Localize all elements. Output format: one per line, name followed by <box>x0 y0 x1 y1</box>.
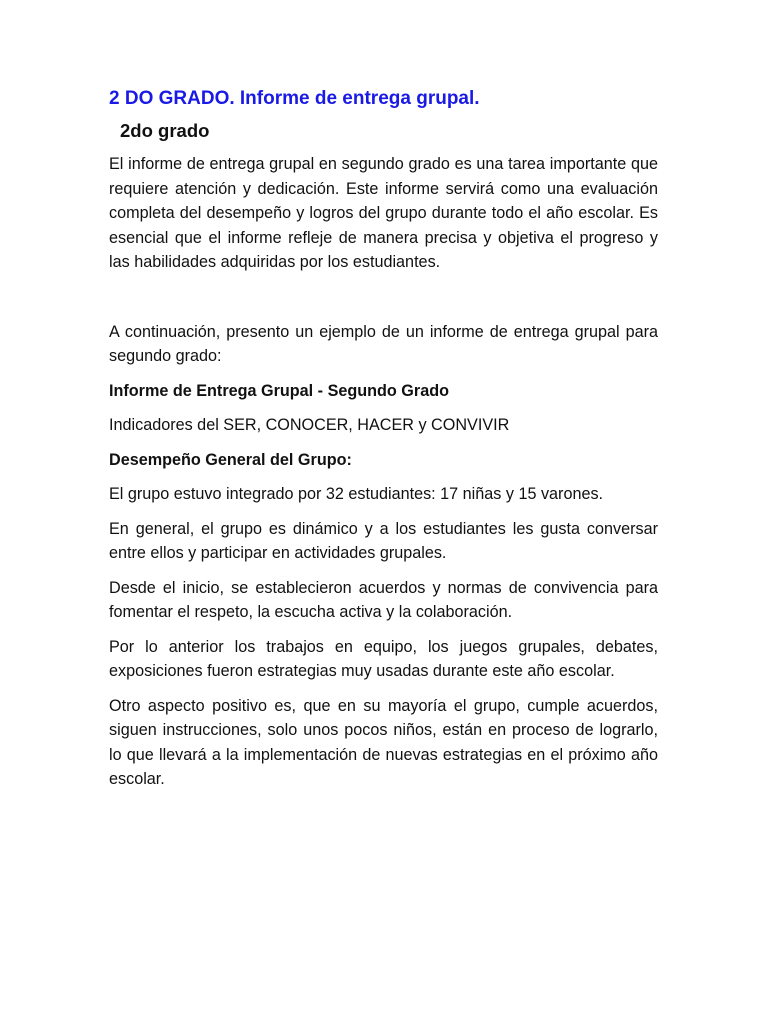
body-paragraph: Otro aspecto positivo es, que en su mayoría el grupo, cumple acuerdos, siguen instrucciones, solo unos pocos niños, están en proceso de lograrlo, lo que llevará a la implementación de nuevas estrategias en el próximo año escolar. <box>109 696 658 788</box>
document-title: 2 DO GRADO. Informe de entrega grupal. <box>109 88 480 109</box>
document-page <box>109 86 658 792</box>
body-paragraph: En general, el grupo es dinámico y a los estudiantes les gusta conversar entre ellos y participar en actividades grupales. <box>109 519 658 562</box>
intro-paragraph: El informe de entrega grupal en segundo grado es una tarea importante que requiere atención y dedicación. Este informe servirá como una evaluación completa del desempeño y logros del grupo durante todo el año escolar. Es esencial que el informe refleje de manera precisa y objetiva el progreso y las habilidades adquiridas por los estudiantes. <box>109 155 658 271</box>
document-subtitle: 2do grado <box>120 120 210 141</box>
body-paragraph: Desde el inicio, se establecieron acuerdos y normas de convivencia para fomentar el respeto, la escucha activa y la colaboración. <box>109 578 658 621</box>
body-paragraph: Por lo anterior los trabajos en equipo, los juegos grupales, debates, exposiciones fueron estrategias muy usadas durante este año escolar. <box>109 637 658 680</box>
performance-heading: Desempeño General del Grupo: <box>109 450 352 469</box>
indicators-line: Indicadores del SER, CONOCER, HACER y CONVIVIR <box>109 416 510 434</box>
body-paragraph: El grupo estuvo integrado por 32 estudiantes: 17 niñas y 15 varones. <box>109 485 604 503</box>
report-heading: Informe de Entrega Grupal - Segundo Grado <box>109 381 449 400</box>
example-intro-paragraph: A continuación, presento un ejemplo de un informe de entrega grupal para segundo grado: <box>109 322 658 365</box>
